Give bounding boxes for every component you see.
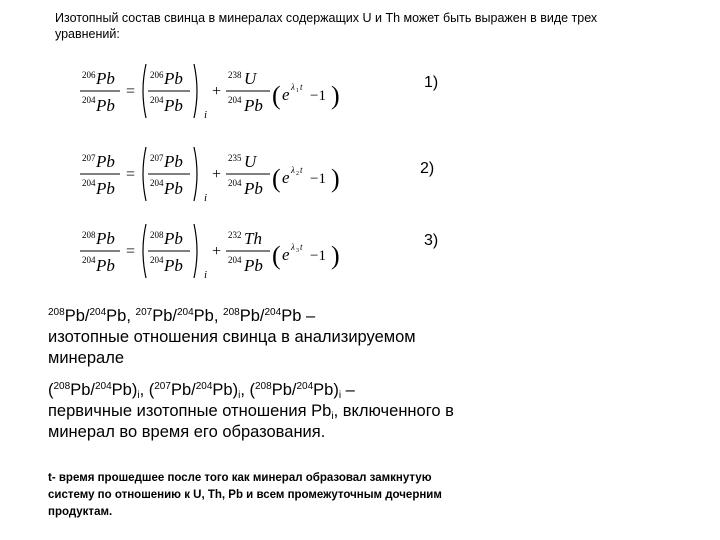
init-mass: 207 [150,153,164,163]
minus-one: −1 [310,248,326,264]
decay-subscript: 2 [296,171,299,177]
initial-subscript: i [204,109,208,121]
measured-ratios-text: $^{208}$Pb/$^{204}$Pb, $^{207}$Pb/$^{204}$Pb, $^{208}$Pb/$^{204}$Pb – изотопные отношения свинца в анализируемом минерале [48,307,416,367]
equation-1 [60,60,350,122]
init-mass: 208 [150,230,164,240]
initial-subscript: i [204,269,208,281]
decay-constant: λ [291,165,295,175]
equation-svg [60,220,350,282]
equation-svg [60,143,350,205]
decay-subscript: 1 [296,88,299,94]
lhs-mass: 207 [82,153,96,163]
equation-number-2: 2) [420,160,435,177]
equals-sign: = [126,243,136,260]
open-paren: ( [272,81,281,110]
close-paren: ) [331,81,340,110]
open-paren [143,64,146,118]
init-element: Pb [164,152,183,171]
parent-den-mass: 204 [228,255,242,265]
lhs-element: Pb [96,229,115,248]
equation-svg [60,60,350,122]
parent-element: U [244,152,257,171]
minus-one: −1 [310,171,326,187]
lhs-mass: 208 [82,230,96,240]
parent-den-mass: 204 [228,178,242,188]
measured-ratios-description: изотопные отношения свинца в анализируемом минерале [48,328,416,367]
parent-mass: 232 [228,230,242,240]
time-variable: t [300,165,303,175]
time-variable: t [300,82,303,92]
parent-mass: 238 [228,70,242,80]
exp-base: e [282,85,290,104]
equals-sign: = [126,83,136,100]
time-variable: t [300,242,303,252]
close-paren [194,224,197,278]
exp-base: e [282,168,290,187]
equation-3 [60,220,350,282]
close-paren: ) [331,164,340,193]
equation-number-3: 3) [424,232,439,249]
close-paren: ) [331,241,340,270]
init-den-mass: 204 [150,95,164,105]
den-mass: 204 [82,95,96,105]
parent-mass: 235 [228,153,242,163]
decay-subscript: 3 [296,248,299,254]
minus-one: −1 [310,88,326,104]
exp-base: e [282,245,290,264]
den-element: Pb [96,179,115,198]
parent-den-element: Pb [244,179,263,198]
close-paren [194,64,197,118]
init-element: Pb [164,229,183,248]
equals-sign: = [126,166,136,183]
lhs-element: Pb [96,69,115,88]
init-den-element: Pb [164,179,183,198]
initial-subscript: i [204,192,208,204]
lhs-element: Pb [96,152,115,171]
init-mass: 206 [150,70,164,80]
parent-element: U [244,69,257,88]
init-den-mass: 204 [150,178,164,188]
plus-sign: + [212,243,222,260]
parent-den-element: Pb [244,256,263,275]
initial-ratios-description: первичные изотопные отношения $Pb_i$, включенного в минерал во время его образования. [48,402,454,441]
plus-sign: + [212,166,222,183]
close-paren [194,147,197,201]
equation-2 [60,143,350,205]
den-mass: 204 [82,255,96,265]
den-element: Pb [96,96,115,115]
intro-text: Изотопный состав свинца в минералах содержащих U и Th может быть выражен в виде трех уравнений: [55,11,598,41]
init-den-element: Pb [164,256,183,275]
decay-constant: λ [291,82,295,92]
time-note: t- время прошедшее после того как минерал образовал замкнутую систему по отношению к U, Th, Pb и всем промежуточным дочерним продуктам. [48,472,442,518]
init-den-element: Pb [164,96,183,115]
open-paren: ( [272,241,281,270]
den-mass: 204 [82,178,96,188]
decay-constant: λ [291,242,295,252]
parent-element: Th [244,229,262,248]
open-paren: ( [272,164,281,193]
open-paren [143,224,146,278]
plus-sign: + [212,83,222,100]
init-den-mass: 204 [150,255,164,265]
parent-den-mass: 204 [228,95,242,105]
parent-den-element: Pb [244,96,263,115]
equation-number-1: 1) [424,74,439,91]
init-element: Pb [164,69,183,88]
lhs-mass: 206 [82,70,96,80]
den-element: Pb [96,256,115,275]
initial-ratios-text: $(^{208}Pb/^{204}Pb)_i$, $(^{207}Pb/^{204}Pb)_i$, $(^{208}Pb/^{204}Pb)_i$ – первичные изотопные отношения $Pb_i$, включенного в минерал во время его образования. [48,381,454,441]
open-paren [143,147,146,201]
